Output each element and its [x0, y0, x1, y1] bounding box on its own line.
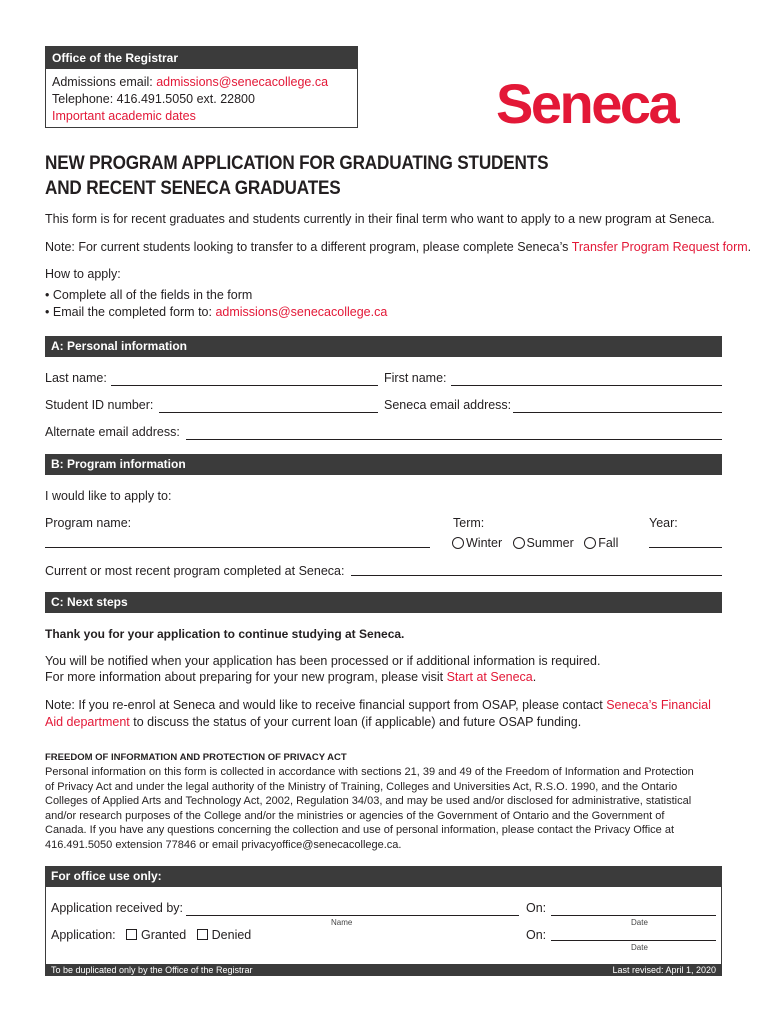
- on-label-2: On:: [526, 928, 547, 942]
- privacy-line: 416.491.5050 extension 77846 or email privacyoffice@senecacollege.ca.: [45, 838, 402, 851]
- checkbox-icon[interactable]: [197, 929, 208, 940]
- financial-aid-link-part1[interactable]: Seneca’s Financial: [606, 698, 711, 712]
- bullet-icon: •: [45, 288, 50, 302]
- financial-aid-link-part2[interactable]: Aid department: [45, 715, 130, 729]
- application-status: [51, 927, 251, 943]
- date-field-1[interactable]: [551, 915, 716, 916]
- telephone: Telephone: 416.491.5050 ext. 22800: [52, 92, 255, 106]
- email-label: Admissions email:: [52, 75, 153, 89]
- first-name-label: First name:: [384, 371, 447, 385]
- granted-option[interactable]: [126, 928, 186, 942]
- term-label: Term:: [453, 516, 485, 530]
- term-winter[interactable]: [452, 536, 502, 550]
- privacy-line: Personal information on this form is collected in accordance with sections 21, 39 and 49 of the Freedom of Information and Protection: [45, 766, 694, 778]
- radio-icon[interactable]: [513, 537, 525, 549]
- student-id-field[interactable]: [159, 412, 378, 413]
- privacy-line: Canada. If you have any questions concerning the collection and use of personal information, please contact the Privacy Office at: [45, 824, 675, 836]
- radio-icon[interactable]: [452, 537, 464, 549]
- section-a-heading: A: Personal information: [45, 336, 722, 357]
- title-line-2: AND RECENT SENECA GRADUATES: [45, 177, 341, 199]
- date-field-2[interactable]: [551, 940, 716, 941]
- name-caption: Name: [331, 918, 353, 927]
- footer-left-text: To be duplicated only by the Office of the Registrar: [51, 965, 253, 975]
- term-summer-label: Summer: [526, 536, 574, 550]
- notify-text: You will be notified when your application has been processed or if additional information is required.: [45, 654, 601, 668]
- term-fall-label: Fall: [598, 536, 619, 550]
- seneca-email-field[interactable]: [513, 412, 722, 413]
- denied-option[interactable]: [197, 928, 252, 942]
- intro-text: This form is for recent graduates and students currently in their final term who want to apply to a new program at Seneca.: [45, 212, 715, 226]
- term-options: [452, 535, 618, 551]
- bullet-2-text: Email the completed form to:: [52, 305, 212, 319]
- received-by-field[interactable]: [186, 915, 519, 916]
- last-name-field[interactable]: [111, 385, 378, 386]
- admissions-email-link[interactable]: admissions@senecacollege.ca: [156, 75, 329, 89]
- page-title: [45, 151, 548, 201]
- footer-bar: [45, 964, 722, 976]
- term-summer[interactable]: [513, 536, 574, 550]
- privacy-line: Colleges of Applied Arts and Technology Act, 2002, Regulation 34/03, and may be used and/or disclosed for administrative, statistical: [45, 795, 692, 807]
- seneca-logo: Seneca: [496, 72, 678, 135]
- date-caption-1: Date: [631, 918, 648, 927]
- year-field[interactable]: [649, 547, 722, 548]
- granted-label: Granted: [141, 928, 187, 942]
- bullet-2: [45, 304, 387, 320]
- transfer-note: [45, 239, 751, 255]
- transfer-form-link[interactable]: Transfer Program Request form: [571, 240, 748, 254]
- alt-email-label: Alternate email address:: [45, 425, 180, 439]
- bullet-1: [45, 287, 252, 303]
- on-label-1: On:: [526, 901, 547, 915]
- osap-line-1: [45, 697, 711, 713]
- current-program-field[interactable]: [351, 575, 722, 576]
- section-c-heading: C: Next steps: [45, 592, 722, 613]
- section-b-heading: B: Program information: [45, 454, 722, 475]
- alt-email-field[interactable]: [186, 439, 722, 440]
- more-info-period: .: [532, 670, 537, 684]
- program-name-field[interactable]: [45, 547, 430, 548]
- start-at-seneca-link[interactable]: Start at Seneca: [446, 670, 533, 684]
- footer-revised-text: Last revised: April 1, 2020: [612, 965, 716, 975]
- last-name-label: Last name:: [45, 371, 107, 385]
- received-by-label: Application received by:: [51, 901, 184, 915]
- radio-icon[interactable]: [584, 537, 596, 549]
- student-id-label: Student ID number:: [45, 398, 154, 412]
- application-label: Application:: [51, 928, 116, 942]
- how-to-apply: How to apply:: [45, 267, 121, 281]
- checkbox-icon[interactable]: [126, 929, 137, 940]
- seneca-email-label: Seneca email address:: [384, 398, 512, 412]
- osap-text: Note: If you re-enrol at Seneca and would like to receive financial support from OSAP, please contact: [45, 698, 603, 712]
- apply-to-label: I would like to apply to:: [45, 489, 172, 503]
- privacy-text: [45, 765, 735, 852]
- office-use-heading: For office use only:: [45, 866, 722, 887]
- admissions-email-line: [46, 74, 357, 91]
- osap-line-2: [45, 714, 581, 730]
- first-name-field[interactable]: [451, 385, 722, 386]
- more-info-line: [45, 669, 536, 685]
- transfer-note-text: Note: For current students looking to transfer to a different program, please complete Seneca’s: [45, 240, 569, 254]
- title-line-1: NEW PROGRAM APPLICATION FOR GRADUATING STUDENTS: [45, 152, 549, 174]
- privacy-line: and/or research purposes of the College and/or the ministries or agencies of the Government of Ontario and the Government of: [45, 809, 665, 822]
- registrar-box: [45, 46, 358, 128]
- admissions-email-link-2[interactable]: admissions@senecacollege.ca: [215, 305, 388, 319]
- bullet-1-text: Complete all of the fields in the form: [52, 288, 253, 302]
- privacy-line: of Privacy Act and under the legal authority of the Ministry of Training, Colleges and Universities Act, R.S.O. 1990, and the Ontario: [45, 780, 678, 793]
- term-winter-label: Winter: [466, 536, 503, 550]
- registrar-heading: Office of the Registrar: [46, 47, 357, 69]
- transfer-note-period: .: [747, 240, 752, 254]
- academic-dates-link[interactable]: Important academic dates: [52, 109, 196, 123]
- date-caption-2: Date: [631, 943, 648, 952]
- thanks-text: Thank you for your application to continue studying at Seneca.: [45, 627, 405, 641]
- term-fall[interactable]: [584, 536, 618, 550]
- year-label: Year:: [649, 516, 678, 530]
- current-program-label: Current or most recent program completed at Seneca:: [45, 564, 345, 578]
- privacy-heading: FREEDOM OF INFORMATION AND PROTECTION OF PRIVACY ACT: [45, 752, 347, 763]
- osap-text-2: to discuss the status of your current loan (if applicable) and future OSAP funding.: [133, 715, 582, 729]
- bullet-icon: •: [45, 305, 50, 319]
- more-info-text: For more information about preparing for your new program, please visit: [45, 670, 444, 684]
- denied-label: Denied: [211, 928, 252, 942]
- program-name-label: Program name:: [45, 516, 132, 530]
